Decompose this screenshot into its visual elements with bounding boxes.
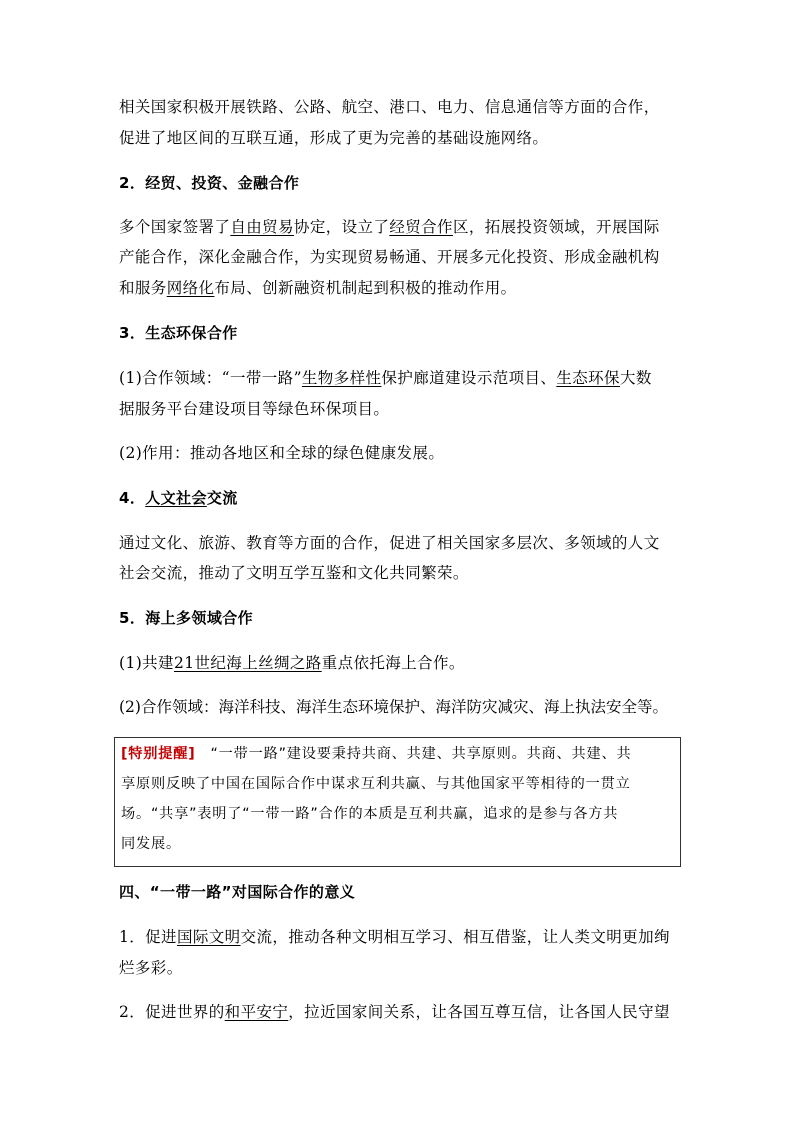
text: 多个国家签署了 [119, 218, 231, 236]
underlined-term: 21世纪海上丝绸之路 [173, 654, 322, 672]
text: 4． [119, 489, 146, 507]
underlined-term: 生物多样性 [301, 369, 382, 387]
reminder-label: [特别提醒] [121, 746, 196, 762]
text: 重点依托海上合作。 [321, 654, 465, 672]
text: 交流 [206, 489, 238, 507]
para-infrastructure-line2: 促进了地区间的互联互通，形成了更为完善的基础设施网络。 [119, 129, 549, 147]
para-ecology-effect: (2)作用：推动各地区和全球的绿色健康发展。 [119, 444, 445, 462]
para-trade-line1 [119, 216, 689, 238]
text: 布局、创新融资机制起到积极的推动作用。 [214, 279, 517, 297]
text: 交流，推动各种文明相互学习、相互借鉴，让人类文明更加绚 [240, 928, 670, 946]
underlined-term: 人文社会 [145, 489, 207, 507]
special-reminder-box [114, 737, 681, 867]
para-significance1-line1 [119, 926, 689, 948]
underlined-term: 生态环保 [556, 369, 620, 387]
underlined-term: 网络化 [166, 279, 215, 297]
underlined-term: 和平安宁 [224, 1003, 289, 1021]
reminder-line1 [121, 744, 631, 764]
text: (1)共建 [119, 654, 174, 672]
underlined-term: 自由贸易 [230, 218, 294, 236]
para-trade-line2: 产能合作，深化金融合作，为实现贸易畅通、开展多元化投资、形成金融机构 [119, 248, 660, 266]
reminder-line4: 同发展。 [121, 836, 181, 852]
text: 1．促进 [119, 928, 177, 946]
para-significance1-line2: 烂多彩。 [119, 959, 183, 977]
para-maritime-line1 [119, 652, 689, 674]
text: 和服务 [119, 279, 167, 297]
text: ，拉近国家间关系，让各国互尊互信，让各国人民守望 [288, 1003, 670, 1021]
para-infrastructure-line1: 相关国家积极开展铁路、公路、航空、港口、电力、信息通信等方面的合作， [119, 98, 660, 116]
reminder-line2: 享原则反映了中国在国际合作中谋求互利共赢、与其他国家平等相待的一贯立 [121, 776, 631, 792]
text: 大数 [619, 369, 652, 387]
para-cultural-line2: 社会交流，推动了文明互学互鉴和文化共同繁荣。 [119, 564, 469, 582]
heading-cultural-exchange [119, 487, 689, 509]
para-maritime-line2: (2)合作领域：海洋科技、海洋生态环境保护、海洋防灾减灾、海上执法安全等。 [119, 698, 668, 716]
heading-trade-investment: 2．经贸、投资、金融合作 [119, 174, 300, 192]
underlined-term: 经贸合作 [389, 218, 453, 236]
text: 区，拓展投资领域，开展国际 [452, 218, 660, 236]
text: “一带一路”建设要秉持共商、共建、共享原则。共商、共建、共 [195, 746, 632, 762]
para-ecology-line1 [119, 367, 689, 389]
para-ecology-line2: 据服务平台建设项目等绿色环保项目。 [119, 400, 390, 418]
text: 协定，设立了 [293, 218, 390, 236]
text: 保护廊道建设示范项目、 [381, 369, 557, 387]
text: 2．促进世界的 [119, 1003, 225, 1021]
heading-maritime: 5．海上多领域合作 [119, 609, 254, 627]
reminder-line3: 场。“共享”表明了“一带一路”合作的本质是互利共赢，追求的是参与各方共 [121, 806, 619, 822]
para-significance2-line1 [119, 1001, 689, 1023]
para-cultural-line1: 通过文化、旅游、教育等方面的合作，促进了相关国家多层次、多领域的人文 [119, 534, 660, 552]
para-trade-line3 [119, 277, 689, 299]
underlined-term: 国际文明 [176, 928, 241, 946]
heading-ecology: 3．生态环保合作 [119, 324, 238, 342]
text: (1)合作领域：“一带一路” [119, 369, 302, 387]
heading-significance: 四、“一带一路”对国际合作的意义 [119, 883, 356, 901]
